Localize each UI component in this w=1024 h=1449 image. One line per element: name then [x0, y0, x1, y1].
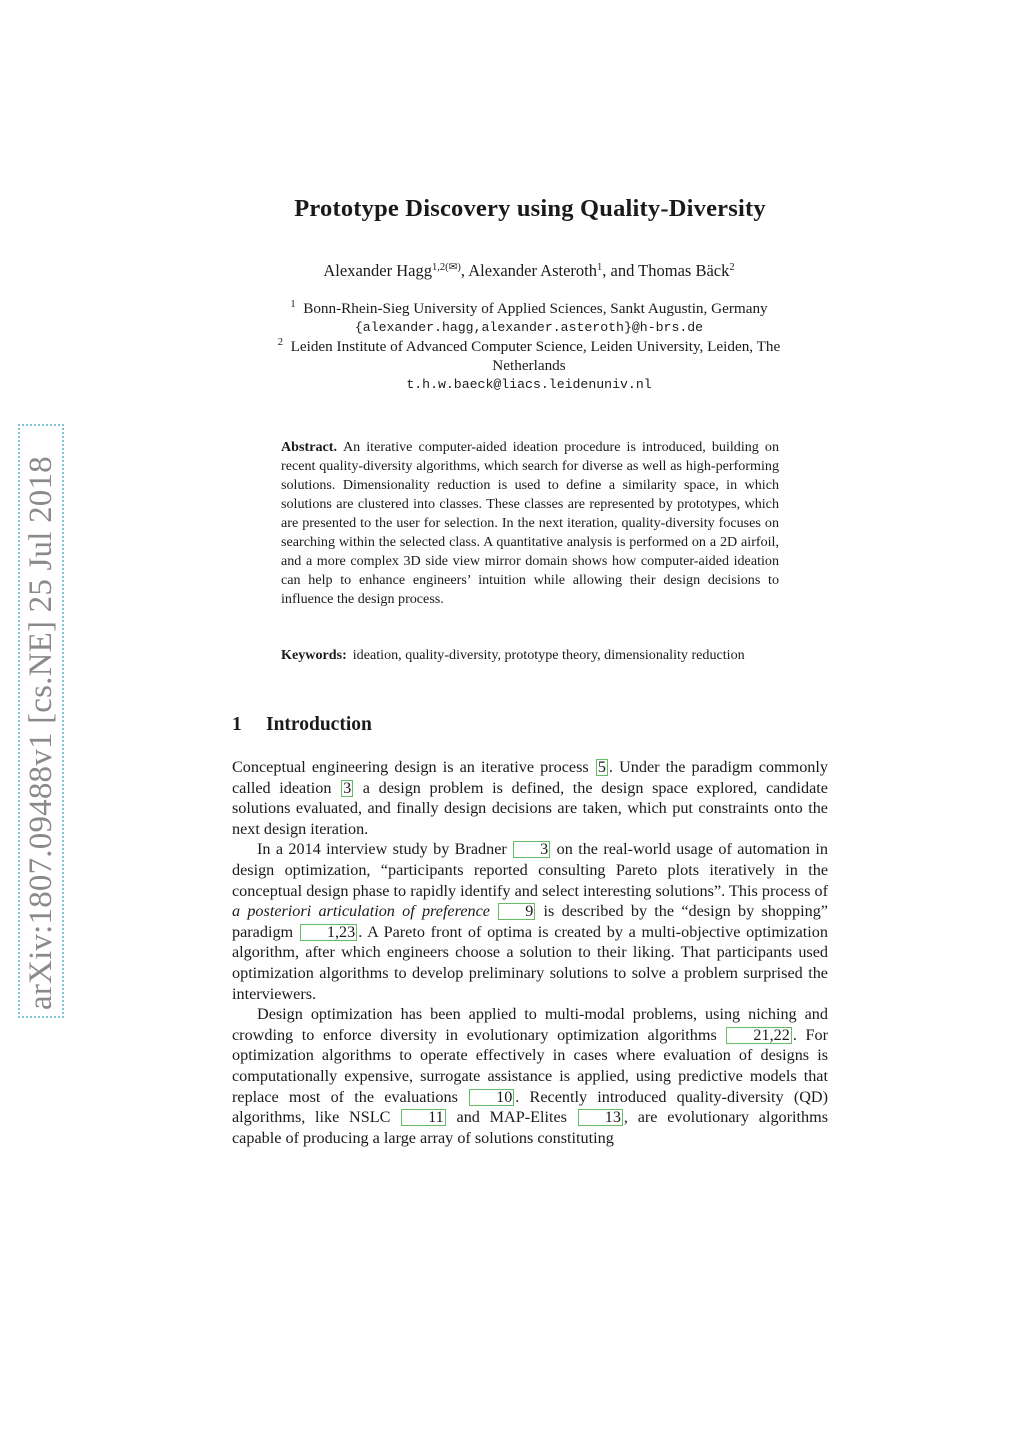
text-run: Design optimization has been applied to multi-modal problems, using niching and crowding to enforce diversity in evolutionary optimization algorithms [232, 1005, 828, 1044]
abstract-text: An iterative computer-aided ideation procedure is introduced, building on recent quality-diversity algorithms, which search for diverse as well as high-performing solutions. Dimensionality reduction is used to define a similarity space, in which solutions are clustered into classes. These classes are represented by prototypes, which are presented to the user for selection. In the next iteration, quality-diversity focuses on searching within the selected class. A quantitative analysis is performed on a 2D airfoil, and a more complex 3D side view mirror domain shows how computer-aided ideation can help to enhance engineers’ intuition while allowing their design decisions to influence the design process. [281, 439, 779, 607]
author-name: Alexander Hagg [323, 261, 432, 280]
text-run: and MAP-Elites [446, 1108, 577, 1127]
text-run: , are evolutionary algorithms capable of producing a large array of solutions constituting [232, 1108, 828, 1147]
affiliation-text: Bonn-Rhein-Sieg University of Applied Sciences, Sankt Augustin, Germany [303, 300, 768, 317]
author-separator: , [460, 261, 469, 280]
affiliation-2-email[interactable]: t.h.w.baeck@liacs.leidenuniv.nl [406, 377, 652, 392]
text-run: a design problem is defined, the design space explored, candidate solutions evaluated, and finally design decisions are taken, which put constraints onto the next design iteration. [232, 778, 828, 838]
text-run [490, 902, 497, 920]
abstract [281, 438, 779, 609]
section-heading [232, 714, 372, 736]
affiliation-number: 2 [277, 337, 283, 348]
author-separator: , and [602, 261, 639, 280]
text-run: on the real-world usage of automation in design optimization, “participants reported consulting Pareto plots iteratively in the conceptual design phase to rapidly identify and select interesting solutions”. This process of [232, 840, 828, 900]
affiliation-1-email[interactable]: {alexander.hagg,alexander.asteroth}@h-brs.de [354, 320, 704, 335]
citation-link[interactable]: 10 [469, 1089, 514, 1106]
arxiv-identifier: arXiv:1807.09488v1 [cs.NE] 25 Jul 2018 [23, 456, 59, 1010]
affiliation-text: Leiden Institute of Advanced Computer Science, Leiden University, Leiden, The [290, 338, 781, 355]
citation-link[interactable]: 9 [498, 903, 535, 920]
citation-link[interactable]: 1,23 [300, 924, 357, 941]
text-run: . For optimization algorithms to operate effectively in cases where evaluation of designs is computationally expensive, surrogate assistance is applied, using predictive models that replace most of the evaluations [232, 1025, 828, 1106]
author-name: Thomas Bäck [638, 261, 730, 280]
citation-link[interactable]: 3 [343, 778, 352, 797]
text-run: In a 2014 interview study by Bradner [257, 840, 513, 859]
paper-title: Prototype Discovery using Quality-Diversity [294, 195, 766, 222]
keywords-label: Keywords: [281, 647, 347, 663]
author-affiliation-mark: 1 [597, 262, 603, 273]
author-affiliation-mark: 1,2(✉) [431, 262, 461, 273]
body-paragraph [232, 757, 828, 839]
affiliation-2 [0, 337, 1024, 356]
section-number: 1 [232, 714, 242, 735]
author-name: Alexander Asteroth [468, 261, 598, 280]
body-paragraph [232, 1004, 828, 1148]
author-affiliation-mark: 2 [729, 262, 735, 273]
body-paragraph [232, 839, 828, 1004]
text-run: Conceptual engineering design is an iterative process [232, 758, 595, 776]
text-run: is described by the “design by shopping” paradigm [232, 902, 828, 941]
keywords-text: ideation, quality-diversity, prototype theory, dimensionality reduction [352, 647, 745, 663]
citation-link[interactable]: 13 [578, 1109, 623, 1126]
keywords [281, 646, 779, 665]
abstract-label: Abstract. [281, 439, 337, 455]
citation-link[interactable]: 5 [597, 758, 606, 776]
affiliation-1 [0, 299, 1024, 318]
section-title: Introduction [266, 714, 372, 735]
citation-link[interactable]: 3 [513, 841, 550, 858]
citation-link[interactable]: 11 [401, 1109, 446, 1126]
citation-link[interactable]: 21,22 [726, 1027, 791, 1044]
emphasized-text: a posteriori articulation of preference [232, 902, 490, 921]
introduction-body [232, 757, 828, 1148]
text-run: . A Pareto front of optima is created by a multi-objective optimization algorithm, after which engineers choose a solution to their liking. That participants used optimization algorithms to develop preliminary solutions to solve a problem surprised the interviewers. [232, 922, 828, 1003]
affiliation-number: 1 [290, 299, 296, 310]
text-run: . Under the paradigm commonly called ideation [232, 758, 828, 797]
affiliation-2-continued: Netherlands [492, 357, 566, 374]
author-list [0, 261, 1024, 281]
text-run: . Recently introduced quality-diversity (QD) algorithms, like NSLC [232, 1087, 828, 1127]
